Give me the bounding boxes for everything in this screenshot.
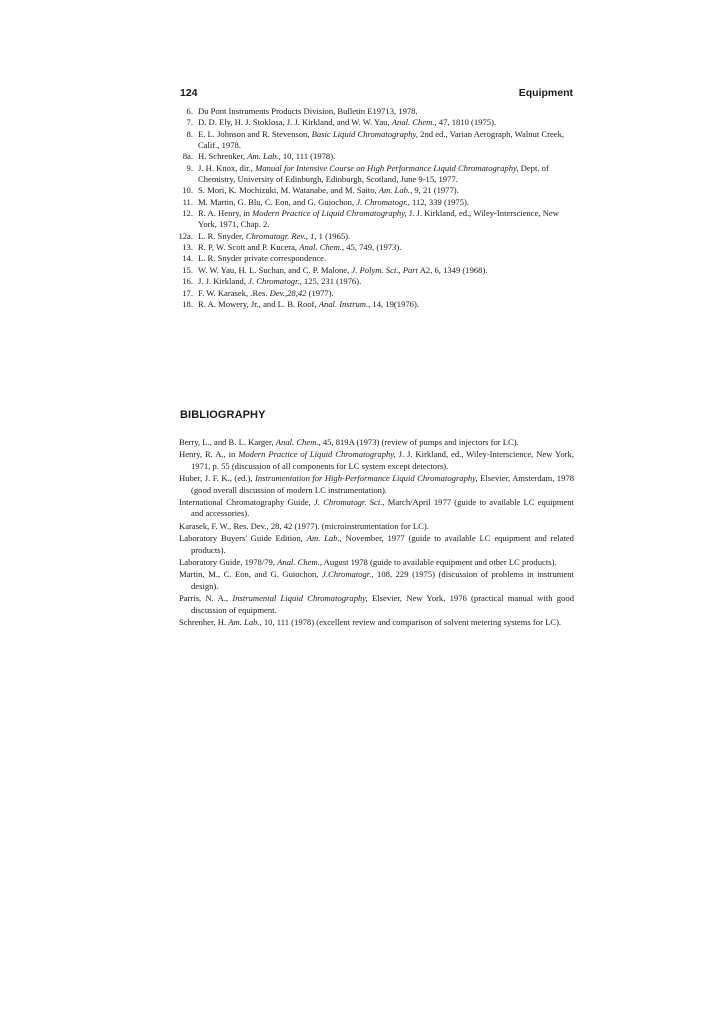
reference-number: 8. xyxy=(186,128,193,139)
italic-citation-text: Anal. Chem., xyxy=(275,437,321,447)
reference-number: 18. xyxy=(182,298,193,309)
italic-citation-text: Manual for Intensive Course on High Performance Liquid Chromatography, xyxy=(255,162,519,173)
citation-text: D. D. Ely, H. J. Stoklosa, J. J. Kirkland, and W. W. Yau, xyxy=(198,117,392,128)
citation-text: J. H. Knox, dir., xyxy=(198,162,256,173)
citation-text: International Chromatography Guide, xyxy=(179,497,314,508)
bibliography-list xyxy=(179,437,574,630)
italic-citation-text: Am. Lab., xyxy=(228,617,262,628)
citation-text: W. W. Yau, H. L. Suchan, and C. P. Malone, xyxy=(198,264,352,275)
reference-item xyxy=(171,242,575,253)
citation-text: Henry, R. A., in xyxy=(179,449,239,460)
reference-text xyxy=(198,288,575,299)
citation-text: Elsevier, Amsterdam, 1978 (good overall discussion of modern LC instrumentation). xyxy=(191,473,574,495)
reference-item xyxy=(171,231,575,242)
reference-text xyxy=(198,151,575,162)
reference-number: 8a. xyxy=(182,151,193,162)
reference-item xyxy=(171,288,575,299)
reference-text xyxy=(198,208,575,231)
citation-text: J. J. Kirkland, ed., Wiley-Interscience, New York, 1971, Chap. 2. xyxy=(198,208,559,230)
citation-text: 45, 819A (1973) (review of pumps and injectors for LC). xyxy=(320,437,519,447)
reference-number: 11. xyxy=(182,196,193,207)
chapter-title: Equipment xyxy=(518,87,573,99)
citation-text: Martin, M., C. Eon, and G. Guiochon, xyxy=(179,569,322,580)
citation-text: L. R. Snyder, xyxy=(198,230,246,241)
reference-item xyxy=(171,299,575,310)
italic-citation-text: J.Chromatogr., xyxy=(322,569,374,580)
italic-citation-text: J. Polym. Sci., Part xyxy=(351,264,419,275)
reference-item xyxy=(171,106,575,117)
reference-number: 17. xyxy=(182,287,193,298)
citation-text: Parris, N. A., xyxy=(179,593,233,604)
citation-text: Schrenher, H. xyxy=(179,617,229,628)
bibliography-entry xyxy=(179,497,574,520)
bibliography-entry xyxy=(179,593,574,616)
citation-text: Berry, L., and B. L. Karger, xyxy=(179,437,276,447)
citation-text: 2nd ed., Varian Aerograph, Walnut Creek, Calif., 1978. xyxy=(198,128,565,151)
citation-text: March/April 1977 (guide to available LC equipment and accessories). xyxy=(191,497,574,519)
reference-item xyxy=(171,185,575,196)
page-number: 124 xyxy=(180,87,198,99)
italic-citation-text: Anal. Chem., xyxy=(277,557,322,568)
bibliography-entry xyxy=(179,557,574,568)
reference-text xyxy=(198,253,575,264)
reference-number: 12a. xyxy=(178,230,193,241)
reference-item xyxy=(171,208,575,231)
italic-citation-text: J. Chromatogr., xyxy=(248,276,302,287)
citation-text: Dept. of Chemistry, University of Edinburgh, Edinburgh, Scotland, June 9-15, 1977. xyxy=(198,162,549,185)
italic-citation-text: Modern Practice of Liquid Chromatography, xyxy=(252,208,407,219)
italic-citation-text: Anal. Chem., xyxy=(391,117,437,128)
citation-text: November, 1977 (guide to available LC equipment and related products). xyxy=(191,533,574,555)
reference-item xyxy=(171,276,575,287)
reference-text xyxy=(198,242,575,253)
citation-text: Laboratory Guide, 1978/79, xyxy=(179,557,278,568)
reference-number: 13. xyxy=(182,242,193,253)
citation-text: 10, 111 (1978) (excellent review and comparison of solvent metering systems for LC). xyxy=(261,617,562,628)
citation-text: S. Mori, K. Mochizuki, M. Watanabe, and M. Saito, xyxy=(198,185,379,196)
reference-text xyxy=(198,163,575,186)
reference-text xyxy=(198,276,575,287)
citation-text: Elsevier, New York, 1976 (practical manual with good discussion of equipment. xyxy=(191,593,574,615)
italic-citation-text: Dev.,28,42 xyxy=(269,287,307,298)
italic-citation-text: Modern Practice of Liquid Chromatography, xyxy=(238,449,396,460)
italic-citation-text: J. Chromatogr. Sci., xyxy=(313,497,385,508)
reference-number: 10. xyxy=(182,185,193,196)
reference-item xyxy=(171,197,575,208)
page-header xyxy=(180,87,573,101)
citation-text: A2, 6, 1349 (1968). xyxy=(418,264,488,275)
citation-text: R. A. Henry, in xyxy=(198,208,253,219)
italic-citation-text: J. Chromatogr., xyxy=(356,196,410,207)
citation-text: F. W. Karasek, .Res. xyxy=(198,287,270,298)
reference-item xyxy=(171,129,575,152)
citation-text: 9, 21 (1977). xyxy=(412,185,459,196)
citation-text: 45, 749, (1973). xyxy=(344,242,402,253)
bibliography-heading: BIBLIOGRAPHY xyxy=(180,409,266,421)
bibliography-entry xyxy=(179,569,574,592)
citation-text: H. Schrenker, xyxy=(198,151,248,162)
citation-text: 47, 1810 (1975). xyxy=(436,117,497,128)
reference-number: 9. xyxy=(186,162,193,173)
bibliography-entry xyxy=(179,449,574,472)
reference-item xyxy=(171,151,575,162)
citation-text: M. Martin, G. Blu, C. Eon, and G. Guiochon, xyxy=(198,196,357,207)
citation-text: 112, 339 (1975). xyxy=(409,196,470,207)
italic-citation-text: Am. Lab., xyxy=(247,151,281,162)
reference-number: 7. xyxy=(186,117,193,128)
citation-text: 108, 229 (1975) (discussion of problems in instrument design). xyxy=(191,569,574,591)
italic-citation-text: Instrumental Liquid Chromatography, xyxy=(232,593,368,604)
reference-text xyxy=(198,197,575,208)
reference-item xyxy=(171,163,575,186)
citation-text: L. R. Snyder private correspondence. xyxy=(198,253,327,264)
reference-text xyxy=(198,129,575,152)
reference-item xyxy=(171,265,575,276)
reference-number: 14. xyxy=(182,253,193,264)
reference-number: 15. xyxy=(182,264,193,275)
reference-number: 6. xyxy=(186,106,193,116)
reference-list xyxy=(171,106,575,310)
italic-citation-text: Chromatogr. Rev., 1, xyxy=(245,230,317,241)
citation-text: R. A. Mowery, Jr., and L. B. Roof, xyxy=(198,298,319,309)
italic-citation-text: Anal. Chem., xyxy=(299,242,345,253)
bibliography-entry xyxy=(179,521,574,532)
reference-text xyxy=(198,185,575,196)
reference-text xyxy=(198,231,575,242)
bibliography-entry xyxy=(179,437,574,448)
reference-text xyxy=(198,117,575,128)
citation-text: 125, 231 (1976). xyxy=(301,276,362,287)
citation-text: Huber, J. F. K., (ed.), xyxy=(179,473,255,484)
reference-item xyxy=(171,117,575,128)
reference-number: 12. xyxy=(182,208,193,219)
citation-text: 14, 19(1976). xyxy=(370,298,419,309)
citation-text: R. P, W. Scott and P. Kucera, xyxy=(198,242,300,253)
reference-text xyxy=(198,106,575,117)
reference-text xyxy=(198,265,575,276)
reference-number: 16. xyxy=(182,276,193,287)
citation-text: Karasek, F. W., Res. Dev., 28, 42 (1977). (microinstrumentation for LC). xyxy=(179,520,429,531)
citation-text: 1 (1965). xyxy=(316,230,351,241)
citation-text: J. J. Kirkland, xyxy=(198,276,249,287)
italic-citation-text: Anal. Instrum., xyxy=(318,298,371,309)
reference-item xyxy=(171,253,575,264)
italic-citation-text: Basic Liquid Chromatography, xyxy=(311,128,419,139)
bibliography-entry xyxy=(179,617,574,628)
citation-text: E. L. Johnson and R. Stevenson, xyxy=(198,128,312,139)
citation-text: 10, 111 (1978). xyxy=(280,151,336,162)
citation-text: Laboratory Buyers' Guide Edition, xyxy=(179,533,307,544)
citation-text: J. J. Kirkland, ed., Wiley-Interscience, New York, 1971, p. 55 (discussion of all components for LC system except detectors). xyxy=(191,449,574,471)
citation-text: (1977). xyxy=(306,287,334,298)
reference-text xyxy=(198,299,575,310)
bibliography-entry xyxy=(179,533,574,556)
italic-citation-text: Am. Lab., xyxy=(306,533,342,544)
bibliography-entry xyxy=(179,473,574,496)
italic-citation-text: Am. Lab., xyxy=(378,185,413,196)
citation-text: Du Pont Instruments Products Division, Bulletin E19713, 1978. xyxy=(198,106,418,116)
citation-text: August 1978 (guide to available equipment and other LC products). xyxy=(321,557,557,568)
italic-citation-text: Instrumentation for High-Performance Liquid Chromatography, xyxy=(254,473,478,484)
